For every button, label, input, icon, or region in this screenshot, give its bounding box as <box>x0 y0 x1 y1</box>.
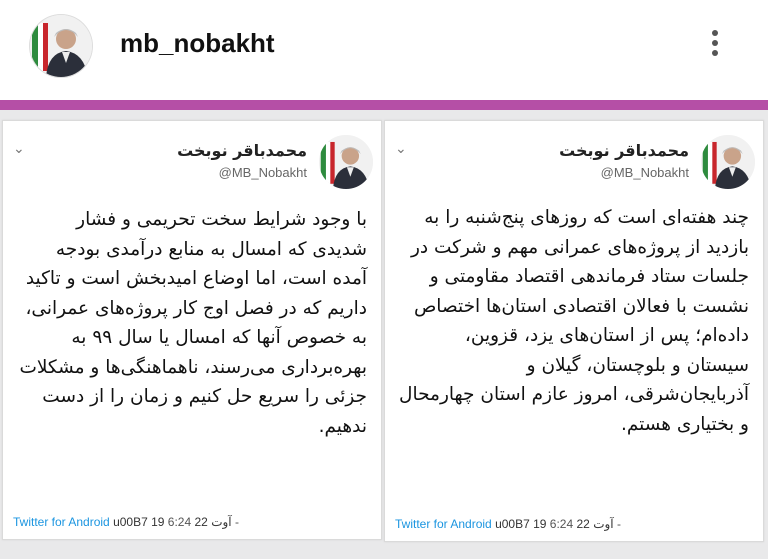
avatar-image <box>701 135 755 189</box>
avatar-image <box>30 15 92 77</box>
tweet-card-left <box>2 120 382 540</box>
tweet-date: 19 ‎آوت 22 <box>533 517 614 531</box>
tweet-time: 6:24 - <box>167 515 239 529</box>
tweet-source[interactable]: Twitter for Android <box>395 517 492 531</box>
tweet-footer <box>13 515 239 529</box>
tweet-date: 19 ‎آوت 22 <box>151 515 232 529</box>
tweet-text: چند هفته‌ای است که روزهای پنج‌شنبه را به بازدید از پروژه‌های عمرانی مهم و شرکت در جلسات ستاد فرماندهی اقتصاد مقاومتی و نشست با فعالان اقتصادی استان‌ها اختصاص داده‌ام؛ پس از استان‌های یزد، قزوین، سیستان و بلوچستان، گیلان و آذربایجان‌شرقی، امروز عازم استان چهارمحال و بختیاری هستم. <box>399 207 749 435</box>
tweet-avatar <box>701 135 755 189</box>
post-image <box>0 110 768 559</box>
tweet-author-handle: @MB_Nobakht <box>600 165 689 180</box>
tweet-author-name: محمدباقر نوبخت <box>177 141 307 160</box>
tweet-dot: u00B7 <box>113 515 148 529</box>
chevron-down-icon[interactable]: ⌄ <box>395 141 407 157</box>
vertical-ellipsis-icon[interactable] <box>705 28 725 68</box>
tweet-author-handle: @MB_Nobakht <box>218 165 307 180</box>
profile-header <box>0 0 768 100</box>
tweet-time: 6:24 - <box>549 517 621 531</box>
tweet-text: با وجود شرایط سخت تحریمی و فشار شدیدی که امسال به منابع درآمدی بودجه آمده است، اما اوضاع امیدبخش است و تاکید داریم که در فصل اوج کار پروژه‌های عمرانی، به خصوص آنها که امسال یا سال ۹۹ به بهره‌برداری می‌رسند، ناهماهنگی‌ها و مشکلات جزئی را سریع حل کنیم و زمان را از دست ندهیم. <box>19 209 367 437</box>
profile-username[interactable]: mb_nobakht <box>120 28 275 58</box>
purple-divider <box>0 100 768 110</box>
tweet-card-right <box>384 120 764 542</box>
tweet-avatar <box>319 135 373 189</box>
tweet-source[interactable]: Twitter for Android <box>13 515 110 529</box>
avatar-image <box>319 135 373 189</box>
tweet-author-name: محمدباقر نوبخت <box>559 141 689 160</box>
chevron-down-icon[interactable]: ⌄ <box>13 141 25 157</box>
tweet-dot: u00B7 <box>495 517 530 531</box>
tweet-footer <box>395 517 621 531</box>
profile-avatar[interactable] <box>30 15 92 77</box>
